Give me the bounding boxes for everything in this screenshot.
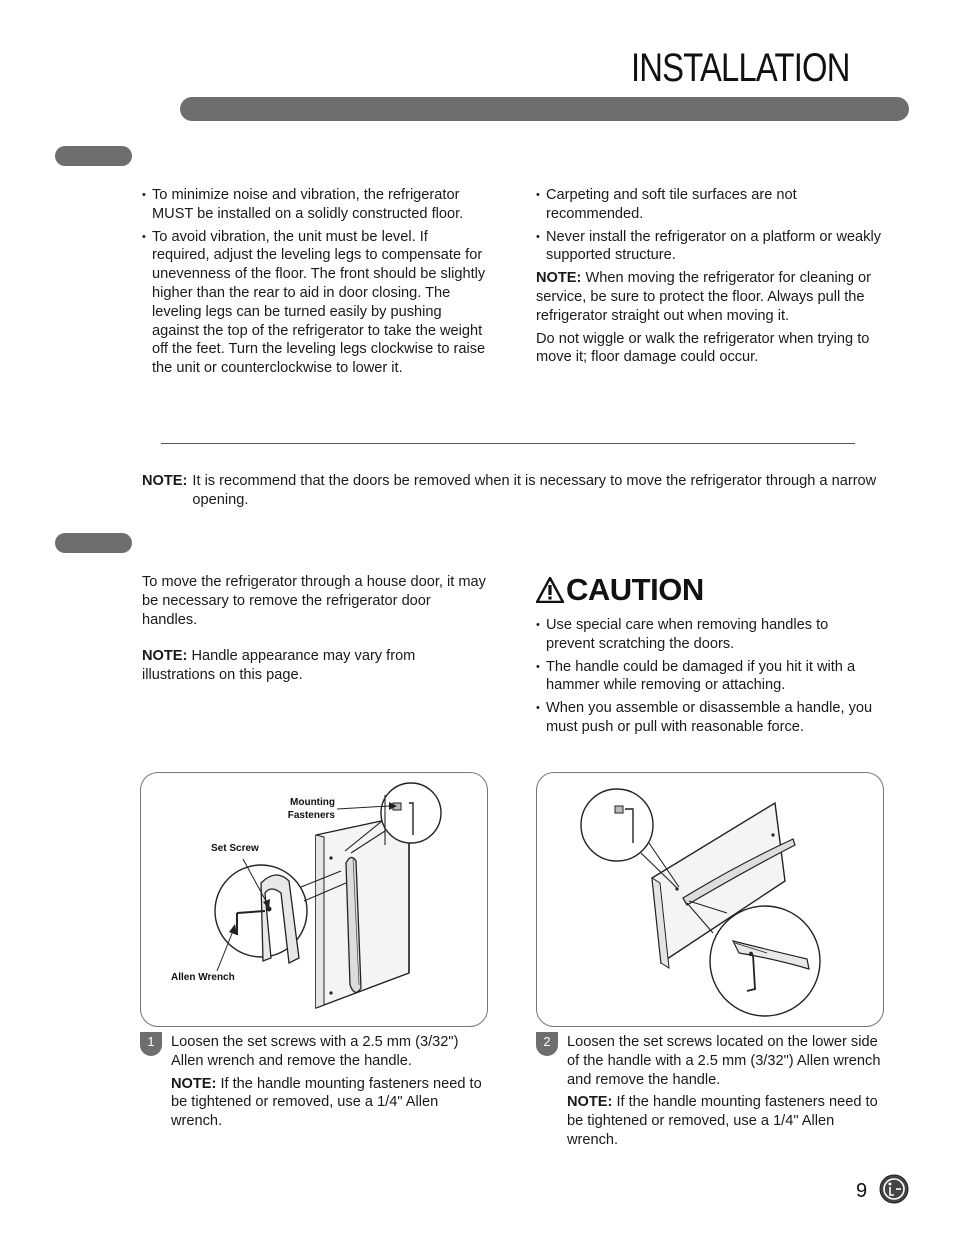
note-text: If the handle mounting fasteners need to be tightened or removed, use a 1/4" Allen wrench. — [171, 1075, 482, 1130]
floor-bullet: • Carpeting and soft tile surfaces are not recommended. — [536, 186, 881, 224]
warning-triangle-icon — [536, 577, 564, 603]
section-marker-handles — [55, 533, 132, 553]
page-title: INSTALLATION — [631, 46, 850, 90]
note-label: NOTE: — [142, 473, 188, 489]
step1-number: 1 — [140, 1032, 162, 1056]
handles-intro: To move the refrigerator through a house door, it may be necessary to remove the refrigerator door handles. — [142, 574, 486, 628]
floor-bullet: • Never install the refrigerator on a platform or weakly supported structure. — [536, 228, 881, 266]
label-mounting: Mounting — [290, 797, 335, 808]
note-text: It is recommend that the doors be removed when it is necessary to move the refrigerator through a narrow opening. — [192, 473, 877, 508]
floor-right-column — [536, 186, 881, 371]
label-mounting-fasteners — [271, 796, 335, 822]
step1-text-block — [171, 1033, 486, 1135]
handles-intro-column — [142, 573, 487, 689]
step2-text-block — [567, 1033, 882, 1154]
section-divider — [161, 443, 855, 444]
caution-heading — [536, 572, 704, 608]
note-label: NOTE: — [142, 648, 188, 665]
lower-handle-removal-illustration — [537, 773, 883, 1026]
floor-note — [536, 269, 881, 325]
step1-instruction: Loosen the set screws with a 2.5 mm (3/32") Allen wrench and remove the handle. — [171, 1034, 459, 1069]
step2-instruction: Loosen the set screws located on the lower side of the handle with a 2.5 mm (3/32") Allen wrench and remove the handle. — [567, 1034, 881, 1088]
label-set-screw: Set Screw — [211, 843, 259, 854]
floor-bullet: • To minimize noise and vibration, the refrigerator MUST be installed on a solidly constructed floor. — [142, 186, 487, 224]
note-label: NOTE: — [567, 1094, 613, 1111]
floor-bullet: • To avoid vibration, the unit must be level. If required, adjust the leveling legs to compensate for unevenness of the floor. The front should be slightly higher than the rear to aid in door closing. The leveling legs can be turned easily by pushing against the top of the refrigerator to take the weight off the feet. Turn the leveling legs clockwise to raise the unit or counterclockwise to lower it. — [142, 228, 487, 378]
page-number: 9 — [856, 1180, 868, 1202]
section-marker-floor — [55, 146, 132, 166]
note-text: Handle appearance may vary from illustrations on this page. — [142, 648, 416, 684]
caution-bullet: • Use special care when removing handles to prevent scratching the doors. — [536, 616, 881, 654]
caution-bullet: • When you assemble or disassemble a handle, you must push or pull with reasonable force. — [536, 699, 881, 737]
header-bar — [180, 97, 909, 121]
note-text: When moving the refrigerator for cleaning or service, be sure to protect the floor. Always pull the refrigerator straight out when moving it. — [536, 270, 871, 324]
caution-title: CAUTION — [566, 572, 704, 607]
label-allen-wrench: Allen Wrench — [171, 972, 235, 983]
note-label: NOTE: — [171, 1075, 217, 1092]
step1-illustration-panel — [140, 772, 488, 1027]
step2-number: 2 — [536, 1032, 558, 1056]
caution-list — [536, 616, 881, 741]
note-text: If the handle mounting fasteners need to be tightened or removed, use a 1/4" Allen wrench. — [567, 1094, 878, 1148]
doors-note — [142, 472, 882, 510]
caution-bullet: • The handle could be damaged if you hit it with a hammer while removing or attaching. — [536, 658, 881, 696]
step2-illustration-panel — [536, 772, 884, 1027]
label-fasteners: Fasteners — [287, 810, 335, 821]
floor-left-column — [142, 186, 487, 382]
floor-extra-text: Do not wiggle or walk the refrigerator when trying to move it; floor damage could occur. — [536, 330, 870, 366]
handles-note — [142, 647, 487, 685]
step1-note — [171, 1075, 486, 1131]
note-label: NOTE: — [536, 270, 582, 287]
lg-logo-icon — [879, 1174, 909, 1204]
step2-note — [567, 1093, 882, 1149]
